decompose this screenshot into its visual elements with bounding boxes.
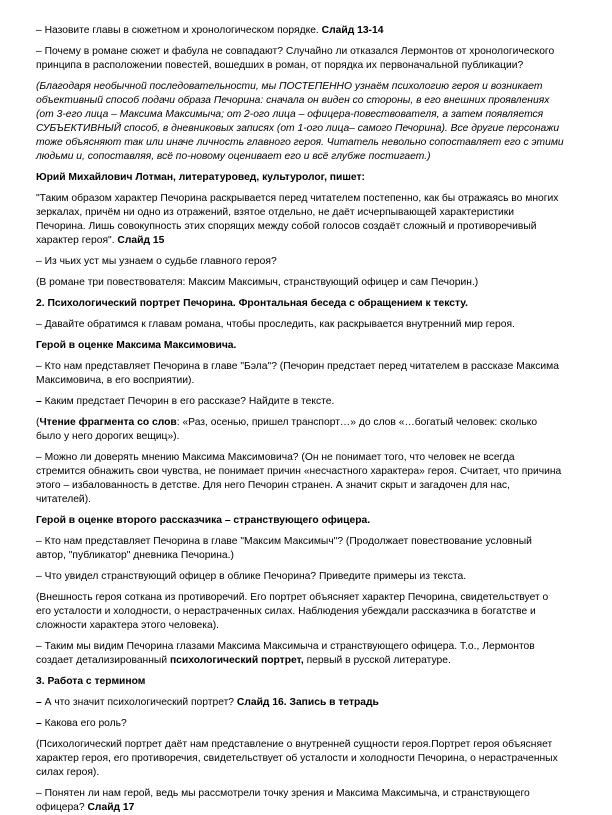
paragraph	[36, 255, 564, 269]
bold-text: Герой в оценке второго рассказчика – странствующего офицера.	[36, 515, 371, 526]
text-run: А что значит психологический портрет?	[44, 697, 237, 708]
text-run: – Давайте обратимся к главам романа, чтобы проследить, как раскрывается внутренний мир героя.	[36, 319, 515, 330]
text-run: Каким предстает Печорин в его рассказе? Найдите в тексте.	[44, 396, 335, 407]
paragraph	[36, 416, 564, 444]
bold-text: Слайд 16. Запись в тетрадь	[236, 697, 379, 708]
paragraph	[36, 570, 564, 584]
bold-text: Слайд 13-14	[321, 25, 384, 36]
bold-text: –	[36, 396, 45, 407]
bold-text: 2. Психологический портрет Печорина. Фронтальная беседа с обращением к тексту.	[36, 298, 468, 309]
paragraph	[36, 640, 564, 668]
paragraph	[36, 591, 564, 633]
text-run: – Из чьих уст мы узнаем о судьбе главного героя?	[36, 256, 277, 267]
bold-text: Юрий Михайлович Лотман, литературовед, культуролог, пишет:	[36, 172, 365, 183]
text-run: : «Раз, осенью, пришел транспорт…» до слов «…богатый человек: сколько было у него дорогих вещиц»).	[36, 417, 538, 442]
text-run: (	[36, 417, 40, 428]
paragraph	[36, 675, 564, 689]
text-run: (Внешность героя соткана из противоречий. Его портрет объясняет характер Печорина, свидетельствует о его усталости и холодности, о нерастраченных силах. Наблюдения убеждали рассказчика в богатстве и сложности характера этого человека).	[36, 592, 549, 631]
paragraph	[36, 717, 564, 731]
text-run: – Таким мы видим Печорина глазами Максима Максимыча и странствующего офицера. Т.о., Лермонтов создает детализированный	[36, 641, 535, 666]
paragraph	[36, 80, 564, 164]
paragraph	[36, 738, 564, 780]
bold-text: –	[36, 718, 45, 729]
text-run: – Кто нам представляет Печорина в главе "Максим Максимыч"? (Продолжает повествование условный автор, "публикатор" дневника Печорина.)	[36, 536, 532, 561]
bold-text: психологический портрет,	[169, 655, 304, 666]
paragraph	[36, 339, 564, 353]
paragraph	[36, 192, 564, 248]
text-run: (В романе три повествователя: Максим Максимыч, странствующий офицер и сам Печорин.)	[36, 277, 479, 288]
text-run: – Что увидел странствующий офицер в облике Печорина? Приведите примеры из текста.	[36, 571, 467, 582]
paragraph	[36, 45, 564, 73]
bold-text: Слайд 17	[87, 802, 135, 813]
bold-text: –	[36, 697, 45, 708]
text-run: первый в русской литературе.	[303, 655, 451, 666]
text-run: "Таким образом характер Печорина раскрывается перед читателем постепенно, как бы отражаясь во многих зеркалах, причём ни одно из отражений, взятое отдельно, не даёт исчерпывающей характеристики Печорина. Лишь совокупность этих спорящих между собой голосов создаёт сложный и противоречивый характер героя".	[36, 193, 559, 246]
bold-text: Герой в оценке Максима Максимовича.	[36, 340, 237, 351]
paragraph	[36, 395, 564, 409]
paragraph	[36, 171, 564, 185]
paragraph	[36, 696, 564, 710]
paragraph	[36, 535, 564, 563]
paragraph	[36, 276, 564, 290]
paragraph	[36, 318, 564, 332]
paragraph	[36, 451, 564, 507]
text-run: – Назовите главы в сюжетном и хронологическом порядке.	[36, 25, 322, 36]
paragraph	[36, 787, 564, 815]
bold-text: Чтение фрагмента со слов	[39, 417, 177, 428]
bold-text: 3. Работа с термином	[36, 676, 146, 687]
text-run: – Можно ли доверять мнению Максима Максимовича? (Он не понимает того, что человек не всегда стремится обнажить свои чувства, не понимает причин «несчастного характера» героя. Считает, что причина этого – избалованность в детстве. Для него Печорин странен. А значит скрыт и загадочен для нас, читателей).	[36, 452, 562, 505]
paragraph	[36, 360, 564, 388]
text-run: Какова его роль?	[44, 718, 127, 729]
text-run: – Понятен ли нам герой, ведь мы рассмотрели точку зрения и Максима Максимыча, и странствующего офицера?	[36, 788, 530, 813]
paragraph	[36, 514, 564, 528]
italic-text: (Благодаря необычной последовательности, мы ПОСТЕПЕННО узнаём психологию героя и возникает объективный способ подачи образа Печорина: сначала он виден со стороны, в его внешних проявлениях (от 3-его лица – Максима Максимыча; от 2-ого лица – офицера-повествователя, а затем появляется СУБЪЕКТИВНЫЙ способ, в дневниковых записях (от 1-ого лица– самого Печорина). Все другие персонажи тоже объясняют так или иначе личность главного героя. Читатель невольно сопоставляет его с этими людьми и, сопоставляя, всё по-новому оценивает его и всё глубже постигает.)	[36, 81, 564, 162]
text-run: – Кто нам представляет Печорина в главе "Бэла"? (Печорин предстает перед читателем в рассказе Максима Максимовича, в его восприятии).	[36, 361, 559, 386]
text-run: – Почему в романе сюжет и фабула не совпадают? Случайно ли отказался Лермонтов от хронологического принципа в расположении повестей, вошедших в роман, от порядка их первоначальной публикации?	[36, 46, 555, 71]
text-run: (Психологический портрет даёт нам представление о внутренней сущности героя.Портрет героя объясняет характер героя, его противоречия, свидетельствует об усталости и холодности Печорина, о нерастраченных силах героя).	[36, 739, 558, 778]
bold-text: Слайд 15	[117, 235, 165, 246]
paragraph	[36, 24, 564, 38]
paragraph	[36, 297, 564, 311]
